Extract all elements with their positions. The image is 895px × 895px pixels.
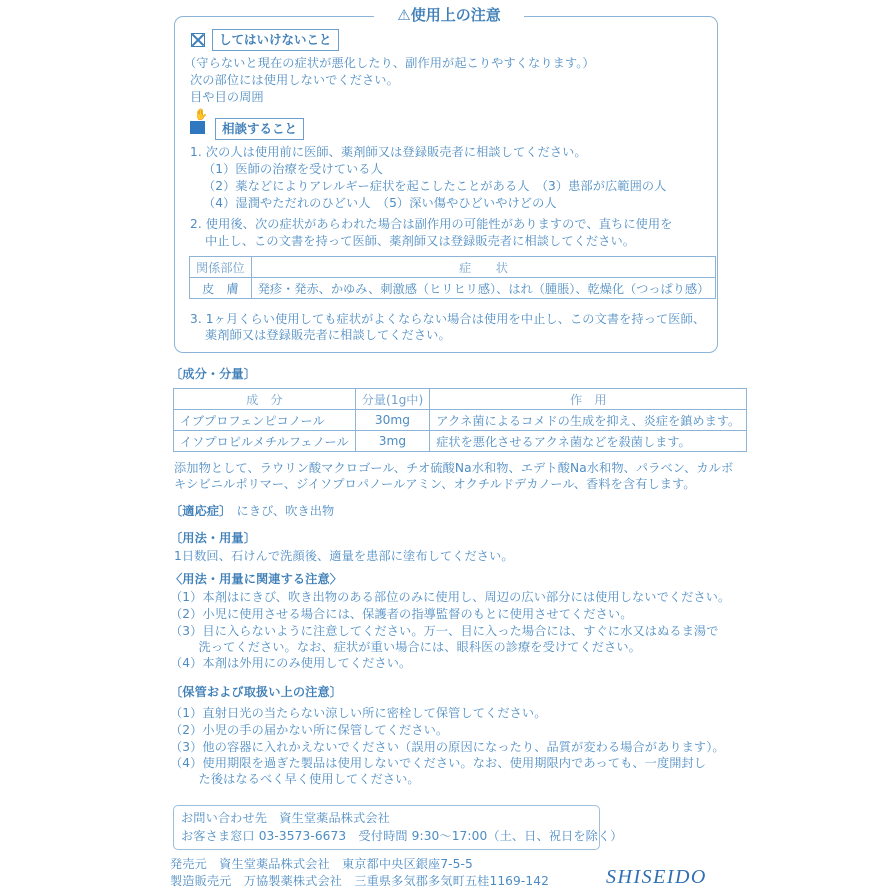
- ingredients-header: 分量(1g中): [355, 389, 430, 410]
- additives-line: キシビニルポリマー、ジイソプロパノールアミン、オクチルドデカノール、香料を含有します。: [174, 477, 696, 491]
- storage-note: （1）直射日光の当たらない涼しい所に密栓して保管してください。: [170, 706, 547, 720]
- additives-line: 添加物として、ラウリン酸マクロゴール、チオ硫酸Na水和物、エデト酸Na水和物、パラベン、カルボ: [174, 461, 734, 475]
- usage-note: （3）目に入らないように注意してください。万一、目に入った場合には、すぐに水又はぬるま湯で: [170, 624, 719, 638]
- storage-note: （4）使用期限を過ぎた製品は使用しないでください。なお、使用期限内であっても、一度開封し: [170, 756, 707, 770]
- dont-label: してはいけないこと: [212, 29, 339, 51]
- consult-item-3: 薬剤師又は登録販売者に相談してください。: [205, 328, 451, 342]
- consult-label: 相談すること: [215, 118, 304, 140]
- contact-line-1: お問い合わせ先 資生堂薬品株式会社: [181, 811, 390, 825]
- symptom-header-part: 関係部位: [190, 257, 252, 278]
- consult-label-wrap: [215, 118, 304, 140]
- ingredient-effect: 症状を悪化させるアクネ菌などを殺菌します。: [430, 431, 747, 452]
- dont-label-wrap: [212, 29, 339, 51]
- indications-text: にきび、吹き出物: [236, 504, 335, 518]
- dont-line: 目や目の周囲: [190, 90, 264, 104]
- usage-note: 洗ってください。なお、症状が重い場合には、眼科医の診療を受けてください。: [170, 640, 641, 654]
- ingredients-header: 成 分: [174, 389, 356, 410]
- dont-line: 次の部位には使用しないでください。: [190, 73, 399, 87]
- shiseido-logo: SHISEIDO: [606, 866, 707, 888]
- consult-item-3: 3. 1ヶ月くらい使用しても症状がよくならない場合は使用を中止し、この文書を持って医師、: [190, 312, 706, 326]
- dont-line: （守らないと現在の症状が悪化したり、副作用が起こりやすくなります。）: [184, 56, 595, 70]
- ingredient-name: イブプロフェンピコノール: [174, 410, 356, 431]
- storage-heading: 〔保管および取扱い上の注意〕: [170, 685, 343, 699]
- table-row: [190, 278, 716, 299]
- consult-sub: （4）湿潤やただれのひどい人 （5）深い傷やひどいやけどの人: [203, 196, 557, 210]
- usage-note: （1）本剤はにきび、吹き出物のある部位のみに使用し、周辺の広い部分には使用しないでください。: [170, 590, 731, 604]
- ingredients-heading: 〔成分・分量〕: [170, 367, 257, 381]
- indications-heading: 〔適応症〕: [170, 504, 232, 518]
- symptom-header-symptom: 症 状: [251, 257, 716, 278]
- indications: [170, 500, 334, 520]
- ingredient-amount: 3mg: [355, 431, 430, 452]
- hand-icon: ✋: [194, 108, 208, 121]
- usage-note: （2）小児に使用させる場合には、保護者の指導監督のもとに使用させてください。: [170, 607, 633, 621]
- table-row: [174, 410, 747, 431]
- ingredient-amount: 30mg: [355, 410, 430, 431]
- usage-note: （4）本剤は外用にのみ使用してください。: [170, 656, 412, 670]
- prohibited-icon: [191, 33, 205, 47]
- consult-sub: （1）医師の治療を受けている人: [203, 162, 383, 176]
- consult-item-2: 2. 使用後、次の症状があらわれた場合は副作用の可能性がありますので、直ちに使用を: [190, 217, 673, 231]
- symptom-table: [189, 256, 716, 299]
- contact-line-2: お客さま窓口 03-3573-6673 受付時間 9:30〜17:00（土、日、祝日を除く）: [181, 829, 623, 843]
- storage-note: （3）他の容器に入れかえないでください（誤用の原因になったり、品質が変わる場合があります）。: [170, 740, 725, 754]
- consult-sub: （2）薬などによりアレルギー症状を起こしたことがある人 （3）患部が広範囲の人: [203, 179, 667, 193]
- symptom-desc: 発疹・発赤、かゆみ、刺激感（ヒリヒリ感）、はれ（腫脹）、乾燥化（つっぱり感）: [251, 278, 716, 299]
- storage-note: （2）小児の手の届かない所に保管してください。: [170, 723, 449, 737]
- table-row: [174, 431, 747, 452]
- ingredient-effect: アクネ菌によるコメドの生成を抑え、炎症を鎮めます。: [430, 410, 747, 431]
- storage-note: た後はなるべく早く使用してください。: [170, 772, 420, 786]
- seller-info: 発売元 資生堂薬品株式会社 東京都中央区銀座7-5-5: [170, 857, 473, 871]
- ingredient-name: イソプロピルメチルフェノール: [174, 431, 356, 452]
- ingredients-table: [173, 388, 747, 452]
- usage-notes-heading: 〈用法・用量に関連する注意〉: [170, 572, 343, 586]
- symptom-part: 皮 膚: [190, 278, 252, 299]
- usage-text: 1日数回、石けんで洗顔後、適量を患部に塗布してください。: [174, 549, 514, 563]
- caution-title: ⚠使用上の注意: [374, 4, 524, 26]
- consult-icon: [190, 109, 210, 135]
- usage-heading: 〔用法・用量〕: [170, 531, 257, 545]
- consult-item-1: 1. 次の人は使用前に医師、薬剤師又は登録販売者に相談してください。: [190, 145, 587, 159]
- manufacturer-info: 製造販売元 万協製薬株式会社 三重県多気郡多気町五桂1169-142: [170, 874, 549, 888]
- ingredients-header: 作 用: [430, 389, 747, 410]
- consult-item-2: 中止し、この文書を持って医師、薬剤師又は登録販売者に相談してください。: [205, 234, 636, 248]
